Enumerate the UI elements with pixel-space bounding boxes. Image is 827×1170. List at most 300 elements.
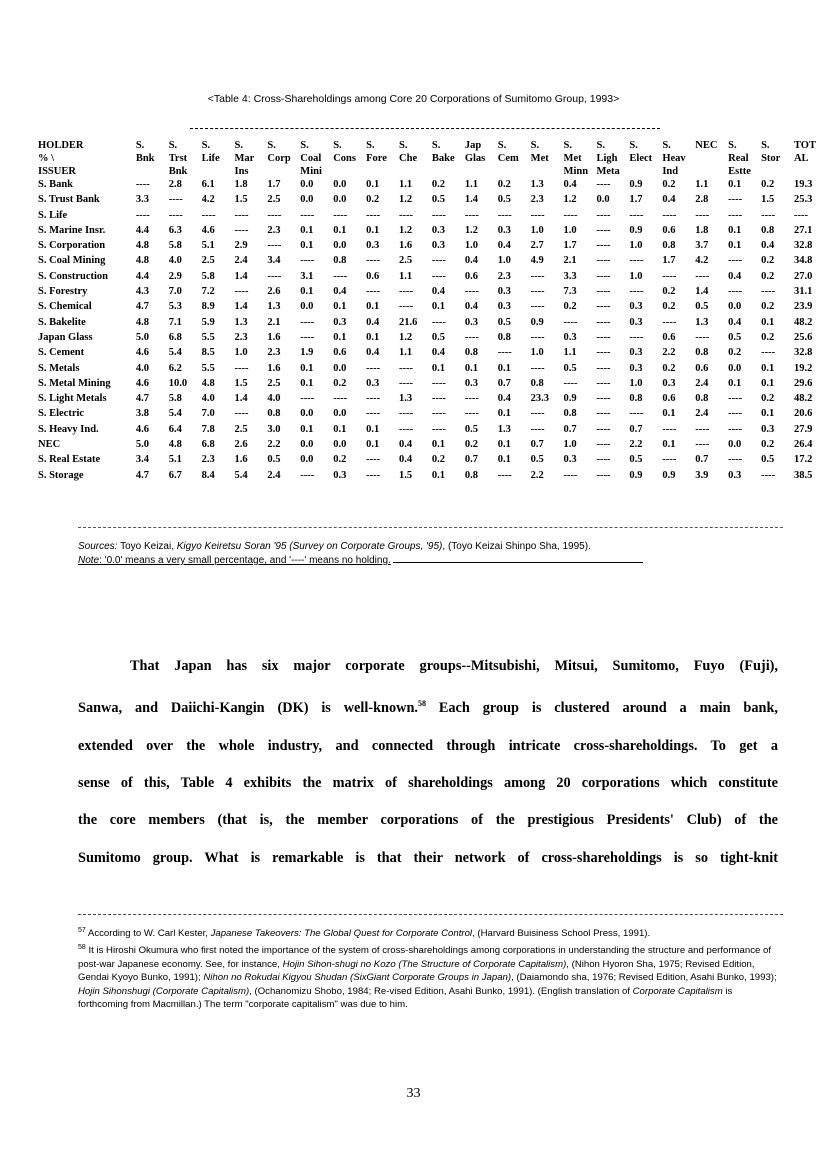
table-cell: 0.0 bbox=[300, 179, 314, 190]
footnote-57-text-a: According to W. Carl Kester, bbox=[85, 928, 211, 940]
table-cell bbox=[366, 166, 399, 179]
footnote-58-text-b: , (Nihon Hyoron Sha, 1975; Revised Edition, Gendai Kyoyo Bunko, 1991); bbox=[78, 958, 755, 984]
table-cell: 1.1 bbox=[695, 179, 709, 190]
table-row bbox=[38, 255, 827, 270]
table-cell: 0.3 bbox=[629, 316, 643, 328]
table-cell: 0.1 bbox=[761, 408, 775, 420]
table-cell: ---- bbox=[267, 270, 282, 282]
table-cell: 2.5 bbox=[267, 377, 281, 389]
note-text: : '0.0' means a very small percentage, and '----' means no holding. bbox=[99, 555, 391, 566]
table-cell: 0.5 bbox=[695, 301, 709, 313]
row-label: S. Corporation bbox=[38, 240, 106, 252]
table-cell: S. bbox=[366, 140, 375, 151]
table-cell: 25.3 bbox=[793, 194, 813, 206]
table-cell: 2.5 bbox=[399, 255, 413, 267]
table-cell: 19.2 bbox=[793, 362, 813, 374]
table-cell: ---- bbox=[728, 209, 743, 221]
table-cell: 0.0 bbox=[300, 301, 314, 313]
table-cell: 0.4 bbox=[761, 240, 775, 252]
table-cell: 4.6 bbox=[135, 377, 149, 389]
table-cell: ---- bbox=[728, 255, 743, 267]
table-cell: Ind bbox=[662, 166, 679, 177]
table-cell: 4.8 bbox=[135, 240, 149, 252]
table-cell: ---- bbox=[431, 423, 446, 435]
table-cell: 0.1 bbox=[497, 454, 511, 466]
table-cell: ---- bbox=[596, 454, 611, 466]
body-line-6: Sumitomo group. What is remarkable is that their network of cross-shareholdings is so tight-knit bbox=[78, 849, 778, 866]
table-cell: ---- bbox=[761, 286, 776, 298]
table-cell: S. bbox=[530, 140, 540, 151]
table-cell: 0.0 bbox=[333, 240, 347, 252]
table-cell: 0.3 bbox=[662, 377, 676, 389]
table-cell: 0.2 bbox=[431, 454, 446, 466]
table-cell: Bake bbox=[431, 153, 455, 164]
table-cell: 0.1 bbox=[300, 362, 314, 374]
table-cell: 1.5 bbox=[234, 377, 248, 389]
table-cell: 0.3 bbox=[333, 469, 347, 481]
note-label: Note bbox=[78, 555, 100, 566]
table-cell: 0.2 bbox=[761, 179, 775, 190]
table-cell: 1.1 bbox=[464, 179, 478, 190]
table-cell: 0.6 bbox=[366, 270, 380, 282]
table-cell: 20.6 bbox=[793, 408, 813, 420]
table-cell: 4.7 bbox=[135, 393, 149, 405]
table-cell: 5.4 bbox=[168, 408, 182, 420]
table-cell: 1.0 bbox=[563, 224, 577, 236]
table-cell: 0.3 bbox=[366, 377, 380, 389]
table-cell: 0.4 bbox=[728, 270, 742, 282]
table-cell: 0.0 bbox=[333, 194, 347, 206]
table-cell: 6.8 bbox=[168, 331, 182, 343]
table-cell: 7.8 bbox=[201, 423, 215, 435]
footnote-57-title: Japanese Takeovers: The Global Quest for Corporate Control bbox=[210, 928, 473, 940]
table-cell: 0.7 bbox=[563, 423, 577, 435]
table-cell: ---- bbox=[695, 209, 710, 221]
row-label: S. Metals bbox=[38, 362, 80, 374]
table-cell: 0.8 bbox=[563, 408, 577, 420]
table-cell: Jap bbox=[464, 140, 482, 151]
table-cell: 0.7 bbox=[695, 454, 709, 466]
table-cell: 1.3 bbox=[497, 423, 511, 435]
body-line-2 bbox=[78, 685, 778, 727]
table-cell: ---- bbox=[761, 469, 776, 481]
table-cell: ---- bbox=[596, 286, 611, 298]
table-cell: 4.0 bbox=[267, 393, 281, 405]
table-cell: 3.4 bbox=[135, 454, 149, 466]
table-cell: 0.3 bbox=[728, 469, 742, 481]
footnote-ref-58[interactable]: 58 bbox=[418, 699, 426, 709]
table-cell: 0.5 bbox=[431, 194, 446, 206]
row-label: S. Real Estate bbox=[38, 454, 101, 466]
body-line-2-tail: Each group is clustered around a main bank, bbox=[426, 700, 778, 717]
table-cell: 5.4 bbox=[234, 469, 248, 481]
table-cell: 6.1 bbox=[201, 179, 215, 190]
cross-shareholdings-table bbox=[38, 140, 827, 485]
table-cell: 1.5 bbox=[399, 469, 413, 481]
table-cell: ---- bbox=[761, 209, 776, 221]
table-cell: ---- bbox=[530, 423, 545, 435]
table-cell: S. bbox=[728, 140, 737, 151]
table-cell: ---- bbox=[695, 423, 710, 435]
table-cell: ---- bbox=[234, 286, 249, 298]
table-cell: 0.9 bbox=[629, 179, 643, 190]
row-label: S. Coal Mining bbox=[38, 255, 106, 267]
table-cell: 0.6 bbox=[464, 270, 478, 282]
table-cell: 32.8 bbox=[793, 347, 813, 359]
table-cell: ---- bbox=[168, 209, 183, 221]
table-cell: 0.1 bbox=[728, 179, 742, 190]
table-row bbox=[38, 286, 827, 301]
table-cell: ---- bbox=[399, 209, 414, 221]
table-cell: 0.0 bbox=[300, 439, 314, 451]
table-cell: 1.6 bbox=[399, 240, 413, 252]
table-cell: ---- bbox=[728, 423, 743, 435]
table-cell: ---- bbox=[629, 209, 644, 221]
table-cell: 4.8 bbox=[135, 255, 149, 267]
table-cell: Glas bbox=[464, 153, 486, 164]
header-row bbox=[38, 166, 827, 179]
table-cell: 0.5 bbox=[629, 454, 643, 466]
table-cell: 1.3 bbox=[695, 316, 709, 328]
row-label: HOLDER bbox=[38, 140, 84, 151]
row-label: S. Light Metals bbox=[38, 393, 107, 405]
table-cell: 1.8 bbox=[234, 179, 248, 190]
table-cell: 0.5 bbox=[530, 454, 544, 466]
table-cell: ---- bbox=[464, 209, 479, 221]
table-cell: S. bbox=[596, 140, 605, 151]
table-cell: 0.1 bbox=[366, 301, 380, 313]
table-cell: 1.9 bbox=[300, 347, 314, 359]
table-cell: 0.8 bbox=[761, 224, 775, 236]
table-cell: 0.4 bbox=[333, 286, 347, 298]
table-cell: ---- bbox=[366, 362, 381, 374]
table-cell: ---- bbox=[366, 255, 381, 267]
table-cell: 0.1 bbox=[464, 362, 478, 374]
table-cell: 0.3 bbox=[366, 240, 380, 252]
table-cell: 0.1 bbox=[728, 240, 742, 252]
table-cell: 4.7 bbox=[135, 469, 149, 481]
table-cell: 0.1 bbox=[333, 224, 347, 236]
table-cell: 6.4 bbox=[168, 423, 182, 435]
table-cell: 0.0 bbox=[333, 439, 347, 451]
table-cell: ---- bbox=[596, 209, 611, 221]
table-cell: ---- bbox=[662, 423, 677, 435]
table-cell: 0.3 bbox=[629, 362, 643, 374]
table-cell: 2.1 bbox=[563, 255, 577, 267]
table-cell: 1.0 bbox=[629, 270, 643, 282]
table-cell: ---- bbox=[366, 469, 381, 481]
table-cell: 0.5 bbox=[431, 331, 446, 343]
table-cell bbox=[761, 166, 794, 179]
table-cell: 0.1 bbox=[497, 439, 511, 451]
table-cell: 1.1 bbox=[563, 347, 577, 359]
table-cell: Life bbox=[201, 153, 220, 164]
table-cell: 0.1 bbox=[662, 408, 676, 420]
body-line-1: That Japan has six major corporate groups--Mitsubishi, Mitsui, Sumitomo, Fuyo (Fuji), bbox=[130, 658, 778, 674]
table-cell: ---- bbox=[596, 423, 611, 435]
table-cell: 0.1 bbox=[333, 301, 347, 313]
table-cell bbox=[465, 166, 498, 179]
sources-text-a: Toyo Keizai, bbox=[117, 541, 177, 552]
table-cell: 0.3 bbox=[464, 377, 478, 389]
table-cell: ---- bbox=[793, 209, 808, 221]
table-cell: ---- bbox=[596, 301, 611, 313]
table-cell: 2.9 bbox=[234, 240, 248, 252]
sources-text-b: , (Toyo Keizai Shinpo Sha, 1995). bbox=[442, 541, 591, 552]
table-cell: 34.8 bbox=[793, 255, 813, 267]
table-cell: 0.2 bbox=[464, 439, 478, 451]
table-cell: Met bbox=[563, 153, 582, 164]
table-cell bbox=[498, 166, 531, 179]
row-label: S. Metal Mining bbox=[38, 377, 111, 389]
table-cell: Fore bbox=[366, 153, 387, 164]
row-label: % \ bbox=[38, 153, 55, 164]
sources-title: Kigyo Keiretsu Soran '95 (Survey on Corporate Groups, '95) bbox=[176, 541, 443, 552]
table-cell: 0.0 bbox=[333, 179, 347, 190]
table-cell: S. bbox=[333, 140, 342, 151]
table-cell: 1.7 bbox=[563, 240, 577, 252]
table-cell: Ins bbox=[234, 166, 249, 177]
table-cell: ---- bbox=[596, 469, 611, 481]
table-cell: S. bbox=[497, 140, 507, 151]
table-cell bbox=[399, 166, 432, 179]
table-cell: 19.3 bbox=[793, 179, 813, 190]
table-cell: ---- bbox=[596, 377, 611, 389]
table-cell: 1.4 bbox=[234, 270, 248, 282]
table-cell: 1.2 bbox=[399, 331, 413, 343]
row-label: S. Forestry bbox=[38, 286, 88, 298]
table-cell: 0.3 bbox=[563, 331, 577, 343]
table-cell: ---- bbox=[596, 270, 611, 282]
table-cell: AL bbox=[793, 153, 809, 164]
table-cell: ---- bbox=[563, 469, 578, 481]
table-cell: ---- bbox=[563, 377, 578, 389]
table-cell: S. bbox=[629, 140, 638, 151]
table-sources bbox=[78, 540, 778, 568]
table-cell: 2.3 bbox=[267, 224, 281, 236]
footnote-58-number: 58 bbox=[78, 943, 86, 951]
table-cell: ---- bbox=[629, 408, 644, 420]
table-row bbox=[38, 470, 827, 485]
table-cell: 1.0 bbox=[497, 255, 511, 267]
table-cell: 10.0 bbox=[168, 377, 188, 389]
table-cell: ---- bbox=[464, 331, 479, 343]
table-cell: 0.1 bbox=[662, 439, 676, 451]
table-bottom-rule bbox=[78, 527, 783, 528]
table-cell bbox=[794, 166, 827, 179]
table-cell: 25.6 bbox=[793, 331, 813, 343]
table-cell: 0.3 bbox=[497, 286, 511, 298]
table-cell: ---- bbox=[399, 423, 414, 435]
table-cell: 8.4 bbox=[201, 469, 215, 481]
table-cell: 0.2 bbox=[761, 255, 775, 267]
table-cell: 2.3 bbox=[201, 454, 215, 466]
table-cell: ---- bbox=[530, 270, 545, 282]
table-cell: 3.8 bbox=[135, 408, 149, 420]
table-row bbox=[38, 225, 827, 240]
table-cell: ---- bbox=[530, 408, 545, 420]
table-cell: TOT bbox=[793, 140, 816, 151]
table-cell: 7.1 bbox=[168, 316, 182, 328]
table-cell: 1.2 bbox=[399, 194, 413, 206]
table-cell: 0.1 bbox=[300, 240, 314, 252]
table-cell: 1.4 bbox=[234, 393, 248, 405]
table-cell: 4.6 bbox=[201, 224, 215, 236]
table-cell: 5.4 bbox=[168, 347, 182, 359]
table-cell: 0.7 bbox=[464, 454, 478, 466]
table-cell: 0.5 bbox=[761, 454, 775, 466]
table-cell: 23.3 bbox=[530, 393, 550, 405]
table-cell: 2.9 bbox=[168, 270, 182, 282]
table-cell: 0.9 bbox=[530, 316, 544, 328]
table-cell: 0.6 bbox=[695, 362, 709, 374]
table-cell: ---- bbox=[596, 224, 611, 236]
table-cell: 2.5 bbox=[201, 255, 215, 267]
table-cell: 2.1 bbox=[267, 316, 281, 328]
table-cell: 0.3 bbox=[761, 423, 775, 435]
table-cell: 2.4 bbox=[267, 469, 281, 481]
table-cell: 0.3 bbox=[431, 240, 446, 252]
table-cell: ---- bbox=[530, 209, 545, 221]
table-cell: ---- bbox=[366, 209, 381, 221]
table-cell: S. bbox=[234, 140, 243, 151]
table-cell: 2.2 bbox=[662, 347, 676, 359]
table-cell: 0.0 bbox=[596, 194, 610, 206]
table-cell: 0.0 bbox=[333, 408, 347, 420]
table-cell: 0.0 bbox=[300, 454, 314, 466]
table-cell: ---- bbox=[695, 331, 710, 343]
table-cell: ---- bbox=[366, 408, 381, 420]
table-cell: Minn bbox=[563, 166, 589, 177]
table-cell: 1.7 bbox=[267, 179, 281, 190]
table-cell: 2.5 bbox=[267, 194, 281, 206]
table-cell: 0.1 bbox=[497, 362, 511, 374]
table-cell: S. bbox=[399, 140, 408, 151]
table-row bbox=[38, 363, 827, 378]
table-cell: Heav bbox=[662, 153, 686, 164]
table-cell: ---- bbox=[300, 209, 315, 221]
table-cell: S. bbox=[662, 140, 671, 151]
table-cell: 2.3 bbox=[234, 331, 248, 343]
row-label: S. Storage bbox=[38, 469, 84, 481]
table-cell: ---- bbox=[464, 393, 479, 405]
table-cell: 4.6 bbox=[135, 423, 149, 435]
table-cell: 0.1 bbox=[431, 362, 446, 374]
table-cell: 0.0 bbox=[300, 408, 314, 420]
table-row bbox=[38, 240, 827, 255]
table-cell: 5.3 bbox=[168, 301, 182, 313]
table-cell: 0.6 bbox=[662, 393, 676, 405]
table-cell: 3.0 bbox=[267, 423, 281, 435]
table-cell: 0.1 bbox=[300, 377, 314, 389]
footnote-57-text-b: , (Harvard Buisiness School Press, 1991). bbox=[472, 928, 651, 940]
table-cell: 0.2 bbox=[497, 179, 511, 190]
table-cell: 1.3 bbox=[530, 179, 544, 190]
table-cell: 48.2 bbox=[793, 393, 813, 405]
table-cell: 0.5 bbox=[497, 316, 511, 328]
table-cell: 1.7 bbox=[662, 255, 676, 267]
footnote-58-title-3: Hojin Sihonshugi (Corporate Capitalism) bbox=[78, 985, 250, 997]
table-row bbox=[38, 194, 827, 209]
table-cell: 6.8 bbox=[201, 439, 215, 451]
table-cell: ---- bbox=[563, 209, 578, 221]
table-cell: 1.2 bbox=[563, 194, 577, 206]
table-cell: 0.3 bbox=[333, 316, 347, 328]
table-cell: 0.8 bbox=[464, 469, 478, 481]
table-cell: 2.3 bbox=[267, 347, 281, 359]
table-cell: ---- bbox=[728, 286, 743, 298]
page-number: 33 bbox=[406, 1086, 421, 1101]
table-row bbox=[38, 317, 827, 332]
footnote-58-text-e: is forthcoming from Macmillan.) The term "corporate capitalism" was due to him. bbox=[78, 985, 733, 1011]
table-cell: 0.1 bbox=[300, 423, 314, 435]
row-label: Japan Glass bbox=[38, 331, 93, 343]
table-cell: ---- bbox=[234, 224, 249, 236]
table-cell: 7.3 bbox=[563, 286, 577, 298]
table-cell: 1.1 bbox=[399, 179, 413, 190]
table-cell: 4.3 bbox=[135, 286, 149, 298]
table-row bbox=[38, 408, 827, 423]
table-cell: 8.9 bbox=[201, 301, 215, 313]
row-label: S. Heavy Ind. bbox=[38, 423, 99, 435]
table-row bbox=[38, 393, 827, 408]
table-cell: 4.4 bbox=[135, 270, 149, 282]
table-cell: ---- bbox=[399, 377, 414, 389]
table-cell: ---- bbox=[596, 255, 611, 267]
table-cell: 0.1 bbox=[366, 331, 380, 343]
table-cell: 0.2 bbox=[761, 270, 775, 282]
table-cell: ---- bbox=[497, 209, 512, 221]
table-cell: ---- bbox=[431, 408, 446, 420]
table-cell: 0.1 bbox=[333, 331, 347, 343]
table-cell: S. bbox=[201, 140, 211, 151]
table-cell: 1.0 bbox=[629, 377, 643, 389]
table-cell: ---- bbox=[333, 393, 348, 405]
table-cell: 5.1 bbox=[168, 454, 182, 466]
table-cell: Elect bbox=[629, 153, 653, 164]
table-row bbox=[38, 378, 827, 393]
table-cell: 1.2 bbox=[464, 224, 478, 236]
table-cell: 1.0 bbox=[464, 240, 478, 252]
table-cell: 0.1 bbox=[366, 179, 380, 190]
table-cell: ---- bbox=[596, 316, 611, 328]
table-cell: ---- bbox=[530, 362, 545, 374]
table-cell: 0.2 bbox=[333, 454, 347, 466]
table-cell: 32.8 bbox=[793, 240, 813, 252]
table-cell: ---- bbox=[596, 408, 611, 420]
body-line-4: sense of this, Table 4 exhibits the matrix of shareholdings among 20 corporations which constitute bbox=[78, 774, 778, 791]
table-cell: 5.8 bbox=[201, 270, 215, 282]
table-cell: 1.1 bbox=[399, 347, 413, 359]
table-row bbox=[38, 439, 827, 454]
table-cell: 1.4 bbox=[234, 301, 248, 313]
table-cell: 3.1 bbox=[300, 270, 314, 282]
table-cell bbox=[629, 166, 662, 179]
table-cell: 0.4 bbox=[464, 301, 478, 313]
table-cell: Meta bbox=[596, 166, 620, 177]
table-cell: 6.3 bbox=[168, 224, 182, 236]
table-cell: S. bbox=[267, 140, 276, 151]
table-cell: ---- bbox=[662, 316, 677, 328]
table-cell: S. bbox=[761, 140, 770, 151]
table-cell: ---- bbox=[267, 240, 282, 252]
table-cell: 4.8 bbox=[135, 316, 149, 328]
table-cell: 0.3 bbox=[464, 316, 478, 328]
table-cell: ---- bbox=[366, 393, 381, 405]
table-cell: Cons bbox=[333, 153, 356, 164]
footnote-58-title-1: Hojin Sihon-shugi no Kozo (The Structure of Corporate Capitalism) bbox=[282, 958, 567, 970]
table-cell: 7.2 bbox=[201, 286, 215, 298]
